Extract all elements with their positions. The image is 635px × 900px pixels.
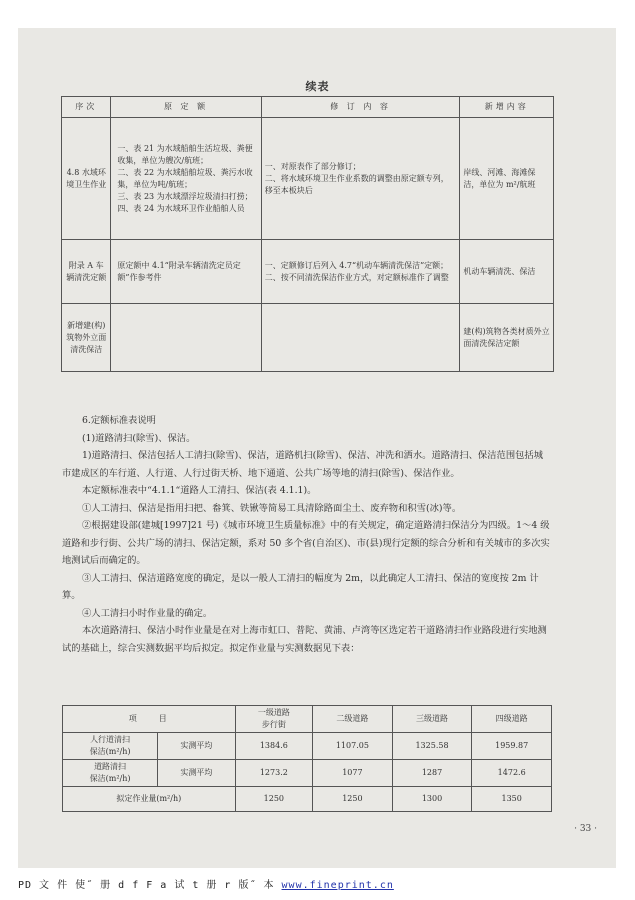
table-row xyxy=(63,760,552,787)
header-seq: 序次 xyxy=(62,97,111,118)
page-number: · 33 · xyxy=(574,824,597,834)
table-cell: 1384.6 xyxy=(235,733,312,760)
table-row xyxy=(63,733,552,760)
cell-original: 原定额中 4.1“附录车辆清洗定员定额”作参考件 xyxy=(111,240,261,304)
table-header-row xyxy=(62,97,554,118)
body-text xyxy=(62,412,552,657)
footer-watermark xyxy=(18,876,394,891)
cell-added: 机动车辆清洗、保洁 xyxy=(460,240,554,304)
header-added: 新增内容 xyxy=(460,97,554,118)
header-item: 项 目 xyxy=(63,706,236,733)
revision-table xyxy=(61,96,554,372)
row-sublabel: 实测平均 xyxy=(158,733,235,760)
cell-seq: 附录 A 车辆清洗定额 xyxy=(62,240,111,304)
row-label: 道路清扫 保洁(m²/h) xyxy=(63,760,158,787)
row-sublabel: 实测平均 xyxy=(158,760,235,787)
table-cell: 1472.6 xyxy=(472,760,552,787)
header-level-4: 四级道路 xyxy=(472,706,552,733)
footer-text: PD 文 件 使˝ 册 d f F a 试 t 册 r 版˝ 本 xyxy=(18,880,275,891)
row-label: 人行道清扫 保洁(m²/h) xyxy=(63,733,158,760)
paragraph: ①人工清扫、保洁是指用扫把、畚箕、铁锹等简易工具清除路面尘土、废弃物和积雪(冰)等。 xyxy=(82,502,462,514)
section-heading: 6.定额标准表说明 xyxy=(82,415,156,426)
table-cell: 1959.87 xyxy=(472,733,552,760)
table-continued-heading: 续表 xyxy=(305,80,330,93)
table-cell: 1287 xyxy=(392,760,472,787)
header-revision: 修 订 内 容 xyxy=(261,97,460,118)
cell-original xyxy=(111,304,261,372)
table-cell: 1273.2 xyxy=(235,760,312,787)
cell-revision: 一、对原表作了部分修订； 二、将水域环境卫生作业系数的调整由原定额专列，移至本板块后 xyxy=(261,118,460,240)
cell-added: 建(构)筑物各类材质外立面清洗保洁定额 xyxy=(460,304,554,372)
table-cell: 1107.05 xyxy=(313,733,393,760)
table-cell: 1325.58 xyxy=(392,733,472,760)
header-original: 原 定 额 xyxy=(111,97,261,118)
table-header-row xyxy=(63,706,552,733)
table-cell: 1077 xyxy=(313,760,393,787)
row-label: 拟定作业量(m²/h) xyxy=(63,787,236,812)
header-level-2: 二级道路 xyxy=(313,706,393,733)
cell-seq: 4.8 水域环境卫生作业 xyxy=(62,118,111,240)
table-cell: 1250 xyxy=(313,787,393,812)
cell-seq: 新增建(构)筑物外立面清洗保洁 xyxy=(62,304,111,372)
paragraph: ④人工清扫小时作业量的确定。 xyxy=(82,607,213,619)
paragraph: ③人工清扫、保洁道路宽度的确定，是以一般人工清扫的幅度为 2m，以此确定人工清扫、保洁的宽度按 2m 计算。 xyxy=(62,572,539,601)
header-level-1: 一级道路 步行街 xyxy=(235,706,312,733)
cell-revision: 一、定额修订后列入 4.7“机动车辆清洗保洁”定额； 二、按不同清洗保洁作业方式，对定额标准作了调整 xyxy=(261,240,460,304)
paragraph: 本定额标准表中“4.1.1“道路人工清扫、保洁(表 4.1.1)。 xyxy=(82,485,317,496)
footer-link[interactable]: www.fineprint.cn xyxy=(281,880,394,891)
cell-original: 一、表 21 为水域船舶生活垃圾、粪便收集，单位为艘次/航班； 二、表 22 为水域船舶垃圾、粪污水收集，单位为吨/航班； 三、表 23 为水域漂浮垃圾清扫打捞； 四、表 24 为水域环卫作业船舶人员 xyxy=(111,118,261,240)
subsection-heading: (1)道路清扫(除雪)、保洁。 xyxy=(82,432,196,444)
cell-revision xyxy=(261,304,460,372)
table-row xyxy=(63,787,552,812)
table-cell: 1350 xyxy=(472,787,552,812)
paragraph: ②根据建设部(建城[1997]21 号)《城市环境卫生质量标准》中的有关规定，确定道路清扫保洁分为四级。1～4 级道路和步行街、公共广场的清扫、保洁定额，系对 50 多个省(自治区)、市(县)现行定额的综合分析和有关城市的多次实地测试后而确定的。 xyxy=(62,520,550,566)
table-row xyxy=(62,240,554,304)
table-cell: 1300 xyxy=(392,787,472,812)
table-row xyxy=(62,118,554,240)
header-level-3: 三级道路 xyxy=(392,706,472,733)
cell-added: 岸线、河滩、海滩保洁，单位为 m²/航班 xyxy=(460,118,554,240)
table-cell: 1250 xyxy=(235,787,312,812)
workload-table xyxy=(62,705,552,812)
paragraph: 本次道路清扫、保洁小时作业量是在对上海市虹口、普陀、黄浦、卢湾等区选定若干道路清扫作业路段进行实地测试的基础上，综合实测数据平均后拟定。拟定作业量与实测数据见下表： xyxy=(62,625,547,654)
paragraph: 1)道路清扫、保洁包括人工清扫(除雪)、保洁，道路机扫(除雪)、保洁、冲洗和洒水。道路清扫、保洁范围包括城市建成区的车行道、人行道、人行过街天桥、地下通道、公共广场等地的清扫(除雪)、保洁作业。 xyxy=(62,450,544,479)
table-row xyxy=(62,304,554,372)
